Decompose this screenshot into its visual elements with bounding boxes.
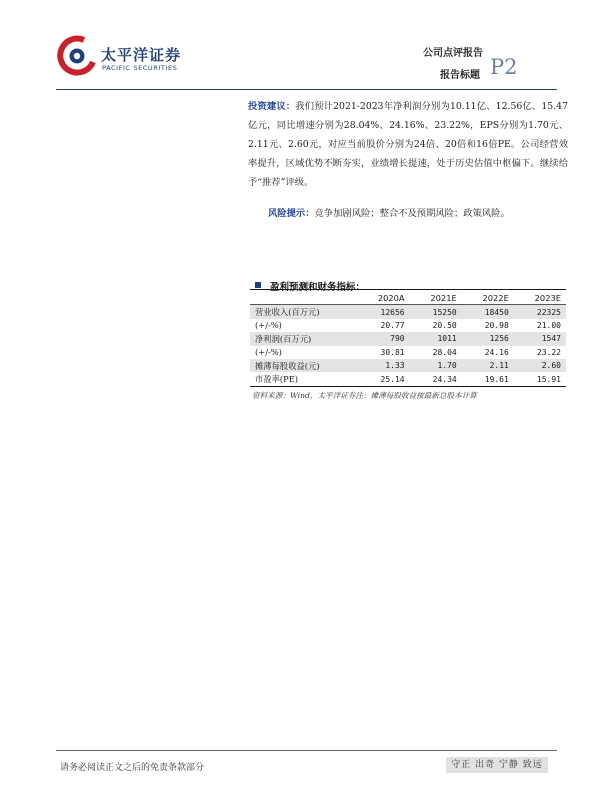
table-cell: 1256 — [462, 332, 514, 345]
section-bullet-icon — [255, 282, 261, 288]
table-cell: 2.11 — [462, 359, 514, 372]
table-header-row — [250, 291, 566, 305]
investment-advice-label: 投资建议： — [248, 101, 296, 112]
header-divider — [56, 89, 557, 90]
table-row — [250, 305, 566, 319]
row-label: 净利润(百万元) — [250, 332, 357, 345]
pacific-securities-logo-icon — [57, 34, 97, 78]
table-cell: 23.22 — [536, 347, 561, 357]
footer-divider — [56, 750, 557, 751]
table-header-cell: 2020A — [357, 291, 410, 305]
disclaimer-notice: 请务必阅读正文之后的免责条款部分 — [60, 763, 205, 773]
table-row — [250, 359, 566, 372]
investment-advice-paragraph — [248, 97, 568, 192]
company-logo — [57, 34, 207, 78]
table-cell: 18450 — [462, 305, 514, 319]
table-cell: 20.50 — [432, 320, 457, 330]
table-cell: 12656 — [357, 305, 410, 319]
table-cell: 15250 — [410, 305, 462, 319]
financial-forecast-table — [250, 291, 566, 387]
table-cell: 20.98 — [484, 320, 509, 330]
table-cell: 24.34 — [410, 372, 462, 386]
report-title: 报告标题 — [440, 70, 480, 81]
table-cell: 22325 — [514, 305, 566, 319]
row-label: 市盈率(PE) — [250, 372, 357, 386]
table-top-rule — [250, 289, 566, 290]
table-cell: 25.14 — [357, 372, 410, 386]
row-label: 摊薄每股收益(元) — [250, 359, 357, 372]
investment-advice-text: 我们预计2021-2023年净利润分别为10.11亿、12.56亿、15.47亿元，同比增速分别为28.04%、24.16%、23.22%，EPS分别为1.70元、2.11元、2.60元，对应当前股价分别为24倍、20倍和16倍PE。公司经营效率提升，区域优势不断夯实，业绩增长提速，处于历史估值中枢偏下。继续给予“推荐”评级。 — [248, 101, 568, 188]
row-label: (+/-%) — [255, 347, 282, 358]
table-header-cell — [250, 291, 357, 305]
logo-english-name: PACIFIC SECURITIES — [102, 64, 178, 72]
table-row — [250, 372, 566, 386]
row-label: 营业收入(百万元) — [250, 305, 357, 319]
table-cell: 20.77 — [380, 320, 405, 330]
table-cell: 1.33 — [357, 359, 410, 372]
risk-warning-paragraph — [268, 206, 510, 222]
report-type: 公司点评报告 — [423, 48, 483, 59]
logo-chinese-name: 太平洋证券 — [101, 46, 182, 64]
table-header-cell: 2023E — [514, 291, 566, 305]
table-title: 盈利预测和财务指标： — [270, 282, 366, 293]
table-cell: 21.00 — [536, 320, 561, 330]
company-motto: 守正 出奇 宁静 致远 — [446, 757, 548, 773]
risk-warning-text: 竞争加剧风险；整合不及预期风险；政策风险。 — [314, 208, 510, 219]
table-cell: 1547 — [514, 332, 566, 345]
table-source-note: 资料来源：Wind，太平洋证券注：摊薄每股收益按最新总股本计算 — [252, 391, 477, 400]
table-cell: 1.70 — [410, 359, 462, 372]
table-cell: 790 — [357, 332, 410, 345]
risk-warning-label: 风险提示： — [268, 208, 315, 219]
table-header-cell: 2022E — [462, 291, 514, 305]
table-cell: 1011 — [410, 332, 462, 345]
row-label: (+/-%) — [255, 320, 282, 331]
table-cell: 2.60 — [514, 359, 566, 372]
table-row — [250, 319, 566, 332]
table-cell: 28.04 — [432, 347, 457, 357]
table-row — [250, 346, 566, 359]
table-row — [250, 332, 566, 345]
table-cell: 15.91 — [514, 372, 566, 386]
table-header-cell: 2021E — [410, 291, 462, 305]
page-number: P2 — [490, 55, 518, 79]
table-cell: 24.16 — [484, 347, 509, 357]
table-cell: 19.61 — [462, 372, 514, 386]
table-cell: 30.81 — [380, 347, 405, 357]
